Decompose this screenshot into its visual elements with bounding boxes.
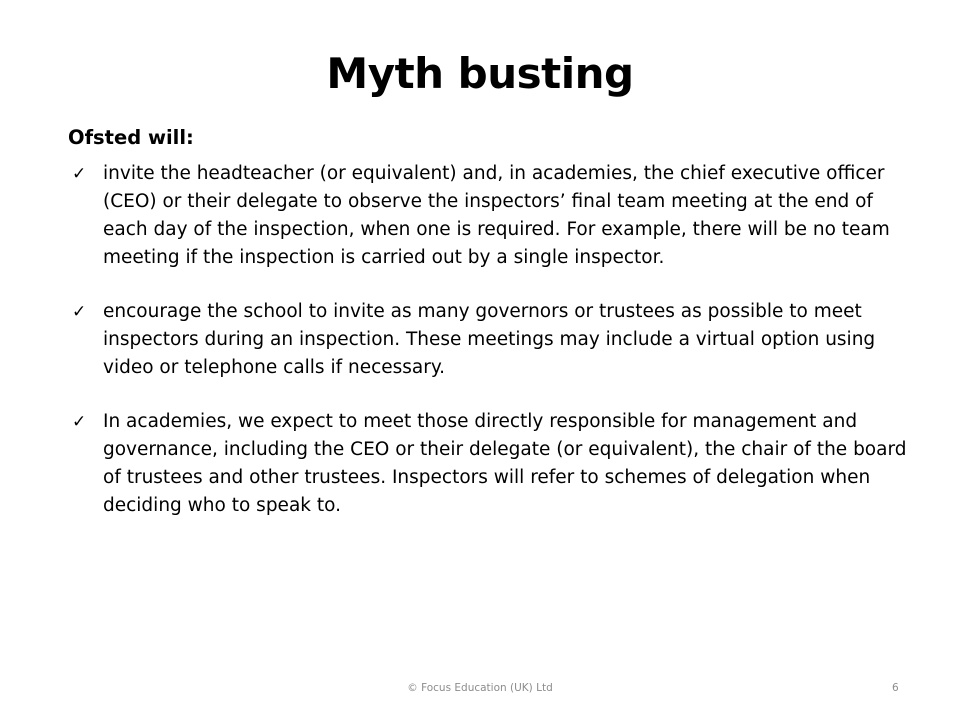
bullet-item [68, 160, 918, 272]
bullet-item [68, 408, 918, 520]
check-icon: ✓ [72, 164, 87, 184]
bullet-text: In academies, we expect to meet those directly responsible for management and governance, including the CEO or their delegate (or equivalent), the chair of the board of trustees and other trustees. Inspectors will refer to schemes of delegation when deciding who to speak to. [103, 411, 907, 516]
page-number: 6 [892, 682, 899, 694]
check-icon: ✓ [72, 412, 87, 432]
footer-copyright: © Focus Education (UK) Ltd [407, 682, 553, 694]
section-heading: Ofsted will: [68, 126, 194, 149]
slide-title: Myth busting [326, 49, 634, 98]
bullet-list [68, 160, 918, 546]
bullet-text: encourage the school to invite as many governors or trustees as possible to meet inspectors during an inspection. These meetings may include a virtual option using video or telephone calls if necessary. [103, 301, 876, 378]
check-icon: ✓ [72, 302, 87, 322]
bullet-text: invite the headteacher (or equivalent) and, in academies, the chief executive officer (CEO) or their delegate to observe the inspectors’ final team meeting at the end of each day of the inspection, when one is required. For example, there will be no team meeting if the inspection is carried out by a single inspector. [103, 163, 890, 268]
bullet-item [68, 298, 918, 382]
